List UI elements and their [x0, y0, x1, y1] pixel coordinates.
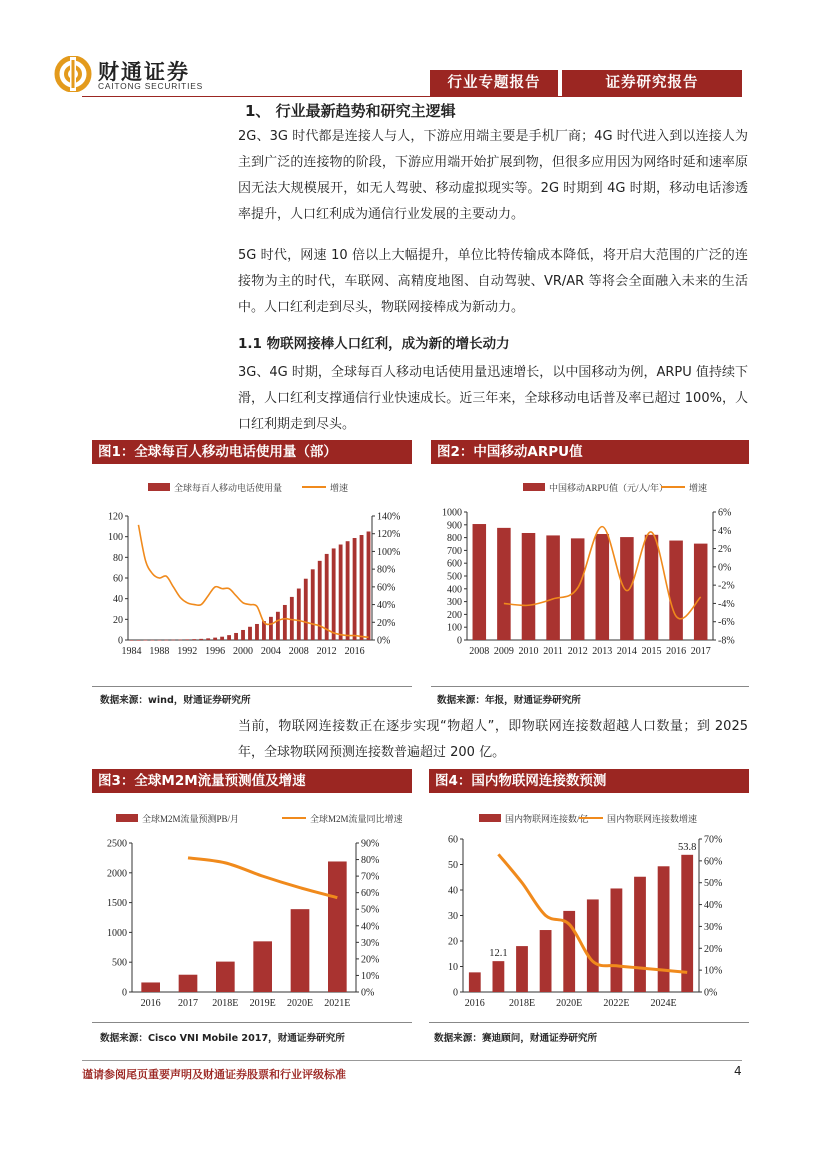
bar	[318, 561, 322, 640]
x-tick-label: 2017	[178, 998, 198, 1009]
y-left-tick-label: 0	[118, 635, 123, 647]
bar	[645, 535, 659, 640]
bar	[192, 639, 196, 640]
x-tick-label: 2012	[567, 646, 588, 657]
y-left-tick-label: 40	[113, 594, 123, 606]
y-right-tick-label: 10%	[704, 965, 723, 977]
y-left-tick-label: 10	[448, 962, 458, 973]
bar	[546, 535, 560, 640]
x-tick-label: 2016	[666, 646, 687, 657]
bar	[694, 544, 708, 640]
figure-2-title: 图2：中国移动ARPU值	[431, 440, 749, 464]
bar-data-label: 12.1	[489, 948, 508, 960]
y-right-tick-label: 6%	[718, 507, 732, 519]
x-tick-label: 2020E	[556, 998, 583, 1009]
bar	[516, 946, 528, 992]
report-type-bar	[430, 70, 742, 96]
page-number: 4	[734, 1064, 742, 1078]
x-tick-label: 2010	[518, 646, 539, 657]
legend-bar-swatch	[523, 483, 545, 491]
y-left-tick-label: 0	[453, 987, 458, 999]
x-tick-label: 2004	[260, 646, 281, 657]
x-tick-label: 1984	[121, 646, 142, 657]
y-right-tick-label: 30%	[704, 921, 723, 933]
section-heading: 1、 行业最新趋势和研究主逻辑	[245, 102, 456, 120]
bar	[227, 635, 231, 640]
y-right-tick-label: 70%	[361, 871, 380, 883]
y-right-tick-label: 60%	[704, 856, 723, 868]
bar	[304, 579, 308, 640]
x-tick-label: 2016	[344, 646, 365, 657]
chart-iot-connections	[429, 795, 749, 1020]
bar	[178, 640, 182, 641]
y-right-tick-label: 80%	[361, 855, 380, 867]
bar	[220, 637, 224, 640]
y-left-tick-label: 200	[447, 609, 462, 621]
legend-line-label: 全球M2M流量同比增速	[310, 814, 403, 824]
x-tick-label: 2017	[690, 646, 711, 657]
y-left-tick-label: 120	[108, 511, 123, 523]
figure-2-source: 数据来源：年报，财通证券研究所	[437, 695, 581, 706]
y-right-tick-label: 40%	[377, 600, 396, 612]
bar	[179, 975, 198, 992]
bar	[497, 528, 511, 640]
report-tag-research: 证券研究报告	[562, 70, 742, 96]
y-right-tick-label: 4%	[718, 525, 732, 537]
y-left-tick-label: 50	[448, 860, 458, 871]
bar	[291, 909, 310, 992]
figure-1-title: 图1：全球每百人移动电话使用量（部）	[92, 440, 412, 464]
bar	[255, 624, 259, 640]
y-left-tick-label: 1500	[107, 898, 127, 910]
bar	[328, 861, 347, 992]
x-tick-label: 2021E	[324, 998, 351, 1009]
bar	[144, 640, 148, 641]
figure-1-source: 数据来源：wind，财通证券研究所	[100, 695, 251, 706]
chart-china-mobile-arpu	[431, 466, 749, 684]
bar	[283, 605, 287, 640]
y-right-tick-label: 0%	[704, 987, 718, 999]
x-tick-label: 2008	[469, 646, 490, 657]
bar	[171, 640, 175, 641]
figure-2-bottom-rule	[431, 686, 749, 687]
x-tick-label: 2013	[592, 646, 613, 657]
bar	[311, 569, 315, 640]
y-right-tick-label: 20%	[377, 617, 396, 629]
y-left-tick-label: 700	[447, 545, 462, 557]
y-right-tick-label: 60%	[377, 582, 396, 594]
bar	[669, 541, 683, 640]
x-tick-label: 2022E	[603, 998, 630, 1009]
bar	[346, 541, 350, 640]
figure-4-source: 数据来源：赛迪顾问，财通证券研究所	[434, 1033, 598, 1044]
bar	[199, 639, 203, 640]
logo-icon	[52, 56, 94, 92]
y-right-tick-label: 140%	[377, 511, 401, 523]
y-right-tick-label: 70%	[704, 834, 723, 846]
legend-line-label: 增速	[330, 483, 349, 493]
bar	[130, 640, 134, 641]
figure-4-bottom-rule	[429, 1022, 749, 1023]
bar	[297, 589, 301, 640]
bar	[360, 535, 364, 640]
bar	[493, 961, 505, 992]
x-tick-label: 2018E	[212, 998, 239, 1009]
bar	[332, 548, 336, 640]
y-right-tick-label: -4%	[718, 598, 735, 610]
y-right-tick-label: 0%	[361, 987, 375, 999]
bar-data-label: 53.8	[678, 841, 697, 853]
bar	[137, 640, 141, 641]
y-right-tick-label: 50%	[704, 878, 723, 890]
legend-bar-swatch	[148, 483, 170, 491]
company-logo	[52, 56, 227, 92]
y-left-tick-label: 30	[448, 911, 458, 922]
legend-bar-label: 中国移动ARPU值（元/人/年）	[549, 483, 669, 493]
x-tick-label: 2015	[641, 646, 662, 657]
y-left-tick-label: 600	[447, 558, 462, 570]
bar	[141, 982, 160, 992]
y-right-tick-label: 120%	[377, 529, 401, 541]
bar	[620, 537, 634, 640]
chart-mobile-phones-per-100	[92, 466, 412, 684]
bar	[253, 941, 272, 992]
x-tick-label: 2018E	[508, 998, 536, 1009]
y-left-tick-label: 400	[447, 584, 462, 596]
bar	[596, 534, 610, 640]
y-right-tick-label: 20%	[361, 954, 380, 966]
y-right-tick-label: 2%	[718, 544, 732, 556]
bar	[216, 962, 235, 992]
figure-1-bottom-rule	[92, 686, 412, 687]
bar	[164, 640, 168, 641]
x-tick-label: 2009	[493, 646, 514, 657]
legend-bar-swatch	[479, 814, 501, 822]
x-tick-label: 2014	[616, 646, 637, 657]
bar	[185, 639, 189, 640]
paragraph-4: 当前，物联网连接数正在逐步实现“物超人”，即物联网连接数超越人口数量；到 2025 年，全球物联网预测连接数普遍超过 200 亿。	[238, 719, 748, 760]
chart-m2m-traffic	[92, 795, 412, 1020]
bar	[234, 633, 238, 640]
report-tag-industry: 行业专题报告	[430, 70, 558, 96]
y-right-tick-label: 0%	[377, 635, 391, 647]
x-tick-label: 2012	[316, 646, 337, 657]
bar	[522, 533, 536, 640]
bar	[353, 538, 357, 640]
y-right-tick-label: 60%	[361, 888, 380, 900]
x-tick-label: 2016	[464, 998, 485, 1009]
bar	[587, 899, 599, 992]
y-left-tick-label: 2000	[107, 868, 127, 880]
bar	[150, 640, 154, 641]
bar	[290, 597, 294, 640]
bar	[248, 627, 252, 640]
y-left-tick-label: 500	[447, 571, 462, 583]
header-divider	[82, 96, 742, 97]
y-left-tick-label: 2500	[107, 838, 127, 850]
x-tick-label: 2024E	[650, 998, 677, 1009]
y-left-tick-label: 1000	[442, 507, 462, 519]
figure-3-title: 图3：全球M2M流量预测值及增速	[92, 769, 412, 793]
y-right-tick-label: 80%	[377, 564, 396, 576]
growth-line	[188, 858, 337, 898]
y-right-tick-label: -2%	[718, 580, 735, 592]
y-left-tick-label: 1000	[107, 927, 127, 939]
legend-line-label: 国内物联网连接数增速	[607, 814, 698, 824]
y-left-tick-label: 800	[447, 533, 462, 545]
logo-subtitle: CAITONG SECURITIES	[98, 81, 203, 91]
legend-line-label: 增速	[689, 483, 708, 493]
x-tick-label: 2020E	[286, 998, 314, 1009]
x-tick-label: 1988	[149, 646, 170, 657]
bar	[469, 972, 481, 992]
bar	[634, 877, 646, 992]
bar	[339, 545, 343, 640]
figure-3-source: 数据来源：Cisco VNI Mobile 2017，财通证券研究所	[100, 1033, 345, 1044]
y-right-tick-label: -8%	[718, 635, 735, 647]
paragraph-1: 2G、3G 时代都是连接人与人，下游应用端主要是手机厂商；4G 时代进入到以连接人为主到广泛的连接物的阶段，下游应用端开始扩展到物，但很多应用因为网络时延和速率原因无法大规模展开，如无人驾驶、移动虚拟现实等。2G 时期到 4G 时期，移动电话渗透率提升，人口红利成为通信行业发展的主要动力。	[238, 129, 748, 222]
bar	[611, 888, 623, 992]
y-left-tick-label: 60	[113, 573, 123, 585]
paragraph-2: 5G 时代，网速 10 倍以上大幅提升，单位比特传输成本降低，将开启大范围的广泛的连接物为主的时代，车联网、高精度地图、自动驾驶、VR/AR 等将会全面融入未来的生活中。人口红利走到尽头，物联网接棒成为新动力。	[238, 248, 748, 315]
footer-disclaimer[interactable]: 谨请参阅尾页重要声明及财通证券股票和行业评级标准	[82, 1068, 346, 1081]
y-right-tick-label: 20%	[704, 943, 723, 955]
x-tick-label: 1992	[177, 646, 198, 657]
legend-bar-swatch	[116, 814, 138, 822]
x-tick-label: 1996	[205, 646, 226, 657]
y-right-tick-label: 30%	[361, 937, 380, 949]
bar	[157, 640, 161, 641]
x-tick-label: 2019E	[249, 998, 276, 1009]
bar	[325, 554, 329, 640]
bar	[241, 630, 245, 640]
bar	[276, 612, 280, 640]
y-right-tick-label: 100%	[377, 546, 401, 558]
y-left-tick-label: 900	[447, 520, 462, 532]
y-left-tick-label: 0	[457, 635, 462, 647]
x-tick-label: 2008	[288, 646, 309, 657]
y-left-tick-label: 20	[448, 936, 458, 948]
legend-bar-label: 全球每百人移动电话使用量	[174, 483, 283, 493]
y-left-tick-label: 100	[108, 532, 123, 544]
y-right-tick-label: 40%	[704, 900, 723, 912]
y-left-tick-label: 300	[447, 597, 462, 609]
y-right-tick-label: 10%	[361, 970, 380, 982]
bar	[473, 524, 487, 640]
x-tick-label: 2011	[543, 646, 563, 657]
y-right-tick-label: 90%	[361, 838, 380, 850]
y-left-tick-label: 100	[447, 622, 462, 634]
y-left-tick-label: 20	[113, 614, 123, 626]
bar	[206, 638, 210, 640]
footer-divider	[82, 1060, 742, 1061]
bar	[540, 930, 552, 992]
figure-3-bottom-rule	[92, 1022, 412, 1023]
bar	[269, 617, 273, 640]
bar	[213, 638, 217, 640]
y-left-tick-label: 0	[122, 987, 127, 999]
paragraph-3: 3G、4G 时期，全球每百人移动电话使用量迅速增长，以中国移动为例，ARPU 值持续下滑，人口红利支撑通信行业快速成长。近三年来，全球移动电话普及率已超过 100%，人口红利期走到尽头。	[238, 365, 748, 432]
legend-bar-label: 全球M2M流量预测PB/月	[142, 814, 240, 824]
x-tick-label: 2016	[140, 998, 161, 1009]
logo-text: 财通证券	[98, 59, 190, 84]
x-tick-label: 2000	[233, 646, 254, 657]
legend-bar-label: 国内物联网连接数/亿	[505, 814, 589, 824]
y-right-tick-label: -6%	[718, 617, 735, 629]
figure-4-title: 图4：国内物联网连接数预测	[429, 769, 749, 793]
y-left-tick-label: 60	[448, 834, 458, 846]
subsection-heading: 1.1 物联网接棒人口红利，成为新的增长动力	[238, 336, 510, 352]
bar	[658, 866, 670, 992]
y-left-tick-label: 40	[448, 885, 458, 897]
y-right-tick-label: 50%	[361, 904, 380, 916]
y-right-tick-label: 40%	[361, 921, 380, 933]
y-left-tick-label: 500	[112, 957, 127, 969]
y-right-tick-label: 0%	[718, 562, 732, 574]
bar	[367, 532, 371, 641]
y-left-tick-label: 80	[113, 552, 123, 564]
